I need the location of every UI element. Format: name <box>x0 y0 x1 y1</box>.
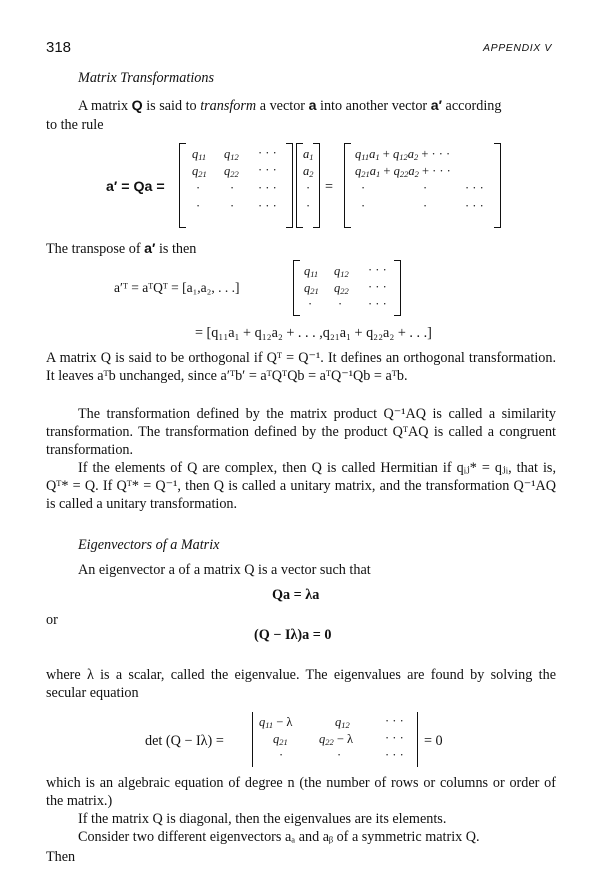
transpose-text-1: The transpose of <box>46 241 145 257</box>
vector-a <box>296 143 320 228</box>
matrix-QT-cell: · · · <box>368 280 387 294</box>
matrix-Q-cell: · <box>230 181 235 195</box>
det-cell: · · · <box>385 748 404 762</box>
then-word: Then <box>46 849 76 865</box>
intro-paragraph <box>78 97 556 115</box>
transpose-sentence <box>46 240 196 258</box>
hermitian-paragraph: If the elements of Q are complex, then Q is called Hermitian if qᵢⱼ* = qⱼᵢ, that is, Qᵀ* = Q. If Qᵀ* = Q⁻¹, then Q is called a unitary matrix, and the transformation Q⁻¹AQ is called a unitary transformation. <box>46 460 556 512</box>
eq1-lhs: a′ = Qa = <box>106 179 165 195</box>
matrix-Q-cell: · <box>230 199 235 213</box>
det-lhs: det (Q − Iλ) = <box>145 733 224 749</box>
eigenvector-intro: An eigenvector a of a matrix Q is a vector such that <box>78 562 371 578</box>
matrix-result-cell: · <box>423 199 428 213</box>
matrix-QT-cell: $q_{22}$ <box>334 281 349 296</box>
diagonal-sentence: If the matrix Q is diagonal, then the eigenvalues are its elements. <box>78 811 447 827</box>
eq-eigen-homog: (Q − Iλ)a = 0 <box>254 627 332 643</box>
section-title-matrix-transformations: Matrix Transformations <box>78 70 214 86</box>
eq1-equals: = <box>325 179 334 195</box>
vector-a-cell: $a_2$ <box>303 164 314 179</box>
matrix-QT-cell: $q_{21}$ <box>304 281 319 296</box>
det-cell: · <box>279 748 284 762</box>
matrix-Q-transpose <box>293 260 401 316</box>
similarity-paragraph: The transformation defined by the matrix product Q⁻¹AQ is called a similarity transformation. The transformation defined by the product QᵀAQ is called a congruent transformation. <box>46 406 556 458</box>
matrix-result-cell: · <box>361 181 366 195</box>
matrix-Q <box>179 143 293 228</box>
det-cell: $q_{22} - \lambda$ <box>319 732 354 747</box>
or-word: or <box>46 612 58 628</box>
running-head: APPENDIX V <box>483 42 553 54</box>
symbol-Q: Q <box>131 98 143 114</box>
matrix-result <box>344 143 501 228</box>
vector-a-cell: $a_1$ <box>303 147 314 162</box>
intro-text-4: into another vector <box>316 98 431 114</box>
matrix-result-cell: · <box>361 199 366 213</box>
intro-text-1: A matrix <box>78 98 132 114</box>
det-cell: · · · <box>385 731 404 745</box>
matrix-Q-cell: $q_{22}$ <box>224 164 239 179</box>
intro-text-5: according <box>442 98 502 114</box>
det-cell: $q_{12}$ <box>335 715 350 730</box>
matrix-Q-cell: · <box>196 199 201 213</box>
section-title-eigenvectors: Eigenvectors of a Matrix <box>78 537 220 553</box>
matrix-Q-cell: $q_{11}$ <box>192 147 207 162</box>
eq-eigen: Qa = λa <box>272 587 320 603</box>
intro-text-3: a vector <box>256 98 309 114</box>
page-number: 318 <box>46 39 72 56</box>
matrix-result-cell: · <box>423 181 428 195</box>
algebraic-paragraph: which is an algebraic equation of degree n (the number of rows or columns or order of the matrix.) <box>46 775 556 809</box>
matrix-Q-cell: · · · <box>258 181 277 195</box>
transpose-text-2: is then <box>155 241 197 257</box>
where-paragraph: where λ is a scalar, called the eigenvalue. The eigenvalues are found by solving the secular equation <box>46 667 556 701</box>
consider-sentence: Consider two different eigenvectors aₐ and aᵦ of a symmetric matrix Q. <box>78 829 480 845</box>
matrix-QT-cell: · · · <box>368 263 387 277</box>
det-cell: · <box>337 748 342 762</box>
matrix-QT-cell: · <box>338 297 343 311</box>
symbol-a-prime: a′ <box>144 241 156 257</box>
matrix-Q-cell: $q_{12}$ <box>224 147 239 162</box>
det-cell: · · · <box>385 714 404 728</box>
det-cell: $q_{11} - \lambda$ <box>259 715 293 730</box>
matrix-QT-cell: $q_{12}$ <box>334 264 349 279</box>
matrix-Q-cell: · · · <box>258 146 277 160</box>
matrix-result-cell: · · · <box>465 199 484 213</box>
vector-a-cell: · <box>306 181 311 195</box>
vector-a-cell: · <box>306 199 311 213</box>
matrix-QT-cell: · · · <box>368 297 387 311</box>
det-cell: $q_{21}$ <box>273 732 288 747</box>
matrix-Q-cell: · · · <box>258 163 277 177</box>
matrix-result-cell: $q_{21}a_1 + q_{22}a_2$ + · · · <box>355 164 451 179</box>
matrix-QT-cell: · <box>308 297 313 311</box>
det-rhs: = 0 <box>424 733 443 749</box>
matrix-result-cell: · · · <box>465 181 484 195</box>
intro-text-2: is said to <box>142 98 201 114</box>
symbol-a-prime: a′ <box>430 98 442 114</box>
orthogonal-paragraph: A matrix Q is said to be orthogonal if Qᵀ = Q⁻¹. It defines an orthogonal transformation. It leaves aᵀb unchanged, since a′ᵀb′ = aᵀQᵀQb = aᵀQ⁻¹Qb = aᵀb. <box>46 350 556 384</box>
matrix-Q-cell: · <box>196 181 201 195</box>
matrix-result-cell: $q_{11}a_1 + q_{12}a_2$ + · · · <box>355 147 451 162</box>
determinant <box>252 712 418 767</box>
matrix-Q-cell: · · · <box>258 199 277 213</box>
intro-line-2: to the rule <box>46 117 104 133</box>
matrix-Q-cell: $q_{21}$ <box>192 164 207 179</box>
symbol-a: a <box>308 98 317 114</box>
eq2-lhs: a′ᵀ = aᵀQᵀ = [a₁,a₂, . . .] <box>114 280 240 295</box>
matrix-QT-cell: $q_{11}$ <box>304 264 319 279</box>
term-transform: transform <box>200 98 257 114</box>
eq2-result: = [q₁₁a₁ + q₁₂a₂ + . . . ,q₂₁a₁ + q₂₂a₂ + . . .] <box>195 325 432 341</box>
